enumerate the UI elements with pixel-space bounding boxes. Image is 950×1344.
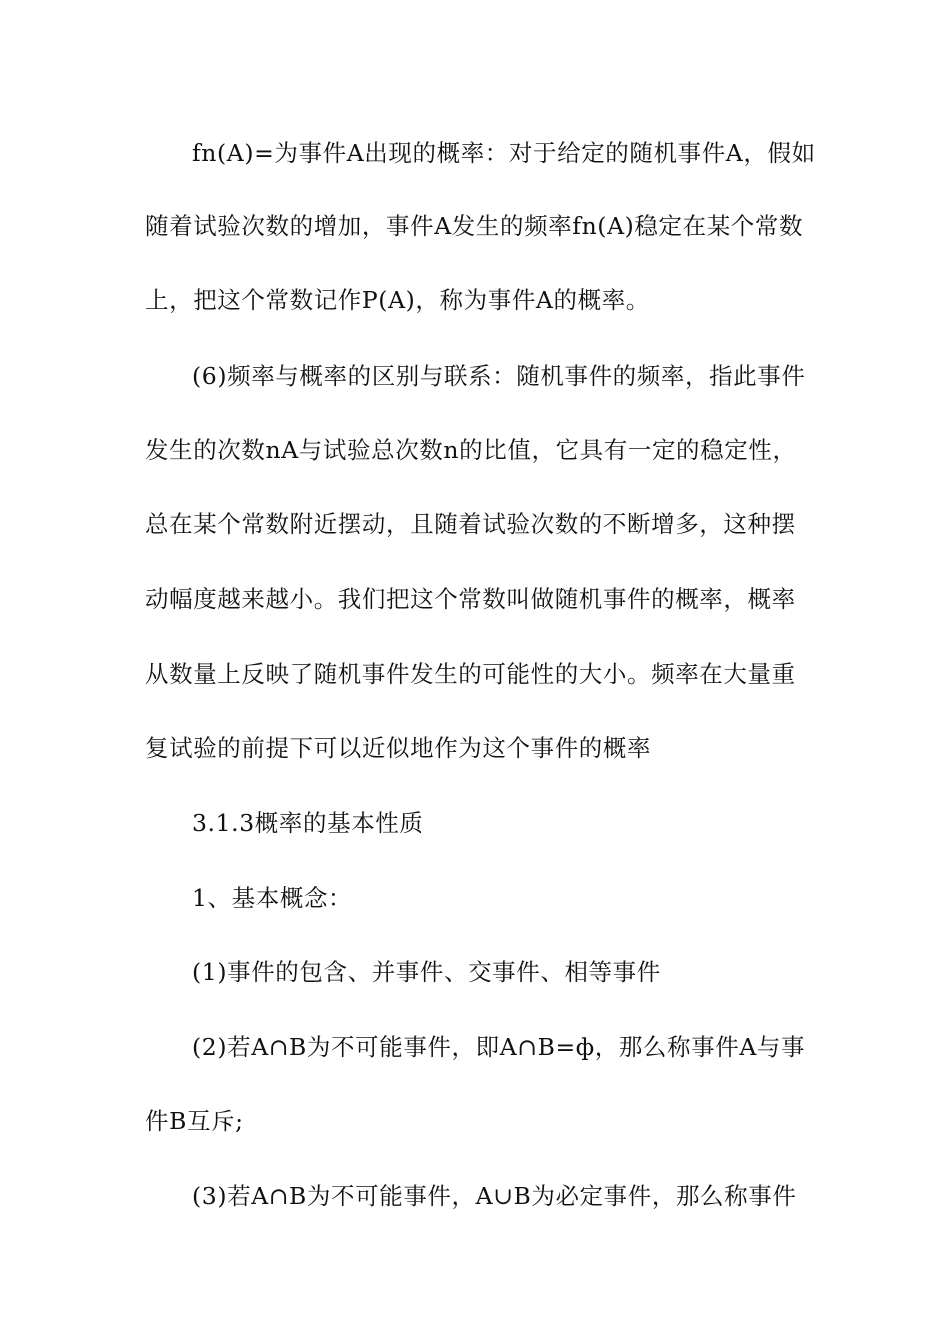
paragraph-line: 随着试验次数的增加，事件A发生的频率fn(A)稳定在某个常数 xyxy=(145,212,804,240)
paragraph-line: 上，把这个常数记作P(A)，称为事件A的概率。 xyxy=(145,286,650,314)
section-heading: 3.1.3概率的基本性质 xyxy=(192,809,424,837)
list-item: (1)事件的包含、并事件、交事件、相等事件 xyxy=(192,958,661,986)
paragraph-line: 动幅度越来越小。我们把这个常数叫做随机事件的概率，概率 xyxy=(145,585,796,613)
paragraph-line: (6)频率与概率的区别与联系：随机事件的频率，指此事件 xyxy=(192,362,806,390)
paragraph-line: 从数量上反映了随机事件发生的可能性的大小。频率在大量重 xyxy=(145,660,796,688)
paragraph-line: 件B互斥; xyxy=(145,1107,244,1135)
subsection-heading: 1、基本概念： xyxy=(192,884,353,912)
paragraph-line: 复试验的前提下可以近似地作为这个事件的概率 xyxy=(145,734,652,762)
paragraph-line: fn(A)=为事件A出现的概率：对于给定的随机事件A，假如 xyxy=(192,139,816,167)
paragraph-line: 总在某个常数附近摆动，且随着试验次数的不断增多，这种摆 xyxy=(145,510,796,538)
list-item: (3)若A∩B为不可能事件，A∪B为必定事件，那么称事件 xyxy=(192,1182,797,1210)
paragraph-line: 发生的次数nA与试验总次数n的比值，它具有一定的稳定性， xyxy=(145,436,797,464)
list-item: (2)若A∩B为不可能事件，即A∩B=ф，那么称事件A与事 xyxy=(192,1033,806,1061)
